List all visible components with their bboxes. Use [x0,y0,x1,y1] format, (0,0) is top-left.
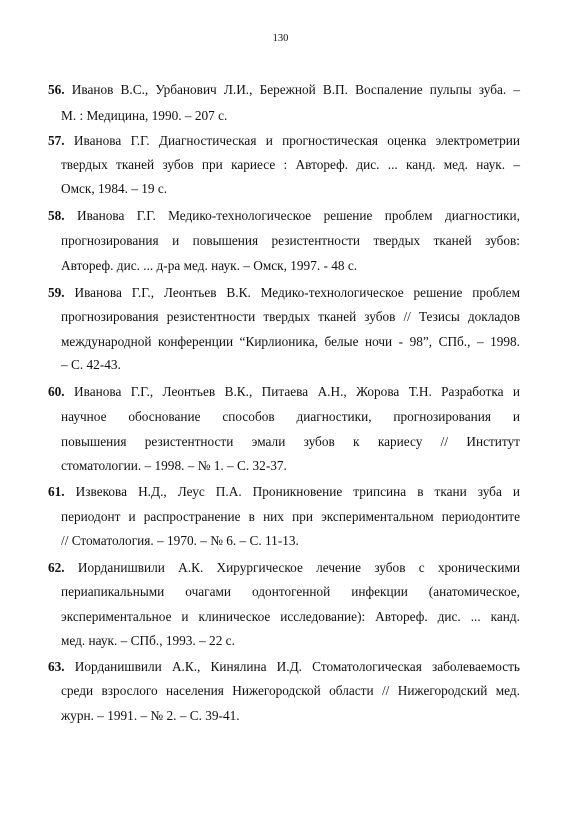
reference-line [48,82,520,98]
page-number: 130 [272,33,289,44]
reference-line [48,133,520,149]
reference-line: научное обоснование способов диагностики, прогнозирования и [61,409,520,424]
reference-number: 59. [48,285,65,300]
reference-line [48,285,520,301]
reference-line: экспериментальное и клиническое исследование): Автореф. дис. ... канд. [61,609,520,624]
reference-line [48,560,520,576]
reference-line: // Стоматология. – 1970. – № 6. – С. 11-13. [61,533,299,548]
reference-text: Извекова Н.Д., Леус П.А. Проникновение трипсина в ткани зуба и [64,484,520,499]
reference-line: повышения резистентности эмали зубов к кариесу // Институт [61,434,520,449]
reference-line: среди взрослого населения Нижегородской области // Нижегородский мед. [61,683,520,698]
reference-text: Иорданишвили А.К. Хирургическое лечение зубов с хроническими [64,560,520,575]
reference-line: Автореф. дис. ... д-ра мед. наук. – Омск, 1997. - 48 с. [61,258,358,273]
reference-text: Иванова Г.Г., Леонтьев В.К. Медико-технологическое решение проблем [64,285,520,300]
reference-text: Иорданишвили А.К., Кинялина И.Д. Стоматологическая заболеваемость [64,659,520,674]
reference-text: Иванов В.С., Урбанович Л.И., Бережной В.П. Воспаление пульпы зуба. – [64,82,520,97]
reference-line: периодонт и распространение в них при экспериментальном периодонтите [61,509,520,524]
reference-number: 58. [48,208,65,223]
reference-line: прогнозирования резистентности твердых тканей зубов // Тезисы докладов [61,309,520,324]
reference-line: прогнозирования и повышения резистентности твердых тканей зубов: [61,233,520,248]
reference-line: периапикальными очагами одонтогенной инфекции (анатомическое, [61,584,520,599]
reference-number: 63. [48,659,65,674]
reference-line: Омск, 1984. – 19 с. [61,181,168,196]
reference-line: журн. – 1991. – № 2. – С. 39-41. [61,708,240,723]
reference-line [48,484,520,500]
reference-line: стоматологии. – 1998. – № 1. – С. 32-37. [61,458,287,473]
reference-line: М. : Медицина, 1990. – 207 с. [61,108,228,123]
reference-number: 61. [48,484,65,499]
reference-line [48,659,520,675]
reference-number: 62. [48,560,65,575]
reference-line [48,384,520,400]
reference-text: Иванова Г.Г., Леонтьев В.К., Питаева А.Н., Жорова Т.Н. Разработка и [64,384,520,399]
reference-line: мед. наук. – СПб., 1993. – 22 с. [61,633,235,648]
reference-number: 57. [48,133,65,148]
reference-number: 56. [48,82,65,97]
reference-text: Иванова Г.Г. Диагностическая и прогностическая оценка электрометрии [64,133,520,148]
reference-line: международной конференции “Кирлионика, белые ночи - 98”, СПб., – 1998. [61,334,520,349]
reference-line [48,208,520,224]
reference-number: 60. [48,384,65,399]
reference-line: твердых тканей зубов при кариесе : Автореф. дис. ... канд. мед. наук. – [61,157,520,172]
reference-text: Иванова Г.Г. Медико-технологическое решение проблем диагностики, [64,208,520,223]
reference-line: – С. 42-43. [61,357,121,372]
